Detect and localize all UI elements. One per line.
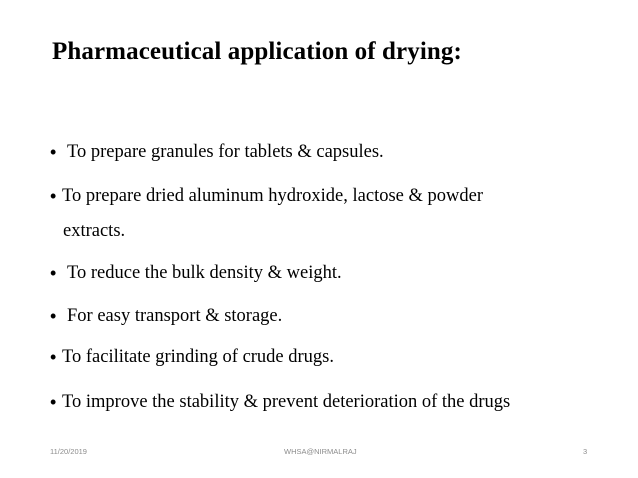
- bullet-marker: •: [50, 142, 57, 162]
- bullet-text: For easy transport & storage.: [67, 306, 283, 326]
- footer-author: WHSA@NIRMALRAJ: [284, 447, 357, 456]
- bullet-text: To facilitate grinding of crude drugs.: [62, 347, 335, 367]
- bullet-text: To reduce the bulk density & weight.: [67, 263, 342, 283]
- bullet-continuation: extracts.: [63, 221, 126, 241]
- footer-date: 11/20/2019: [50, 447, 87, 456]
- bullet-marker: •: [50, 186, 57, 206]
- bullet-text: To prepare dried aluminum hydroxide, lactose & powder: [62, 186, 483, 206]
- bullet-marker: •: [50, 306, 57, 326]
- slide-title: Pharmaceutical application of drying:: [52, 38, 462, 65]
- bullet-marker: •: [50, 392, 57, 412]
- bullet-text: To improve the stability & prevent deterioration of the drugs: [62, 392, 511, 412]
- footer-page-number: 3: [583, 447, 588, 456]
- bullet-marker: •: [50, 347, 57, 367]
- bullet-marker: •: [50, 263, 57, 283]
- bullet-text: To prepare granules for tablets & capsules.: [67, 142, 384, 162]
